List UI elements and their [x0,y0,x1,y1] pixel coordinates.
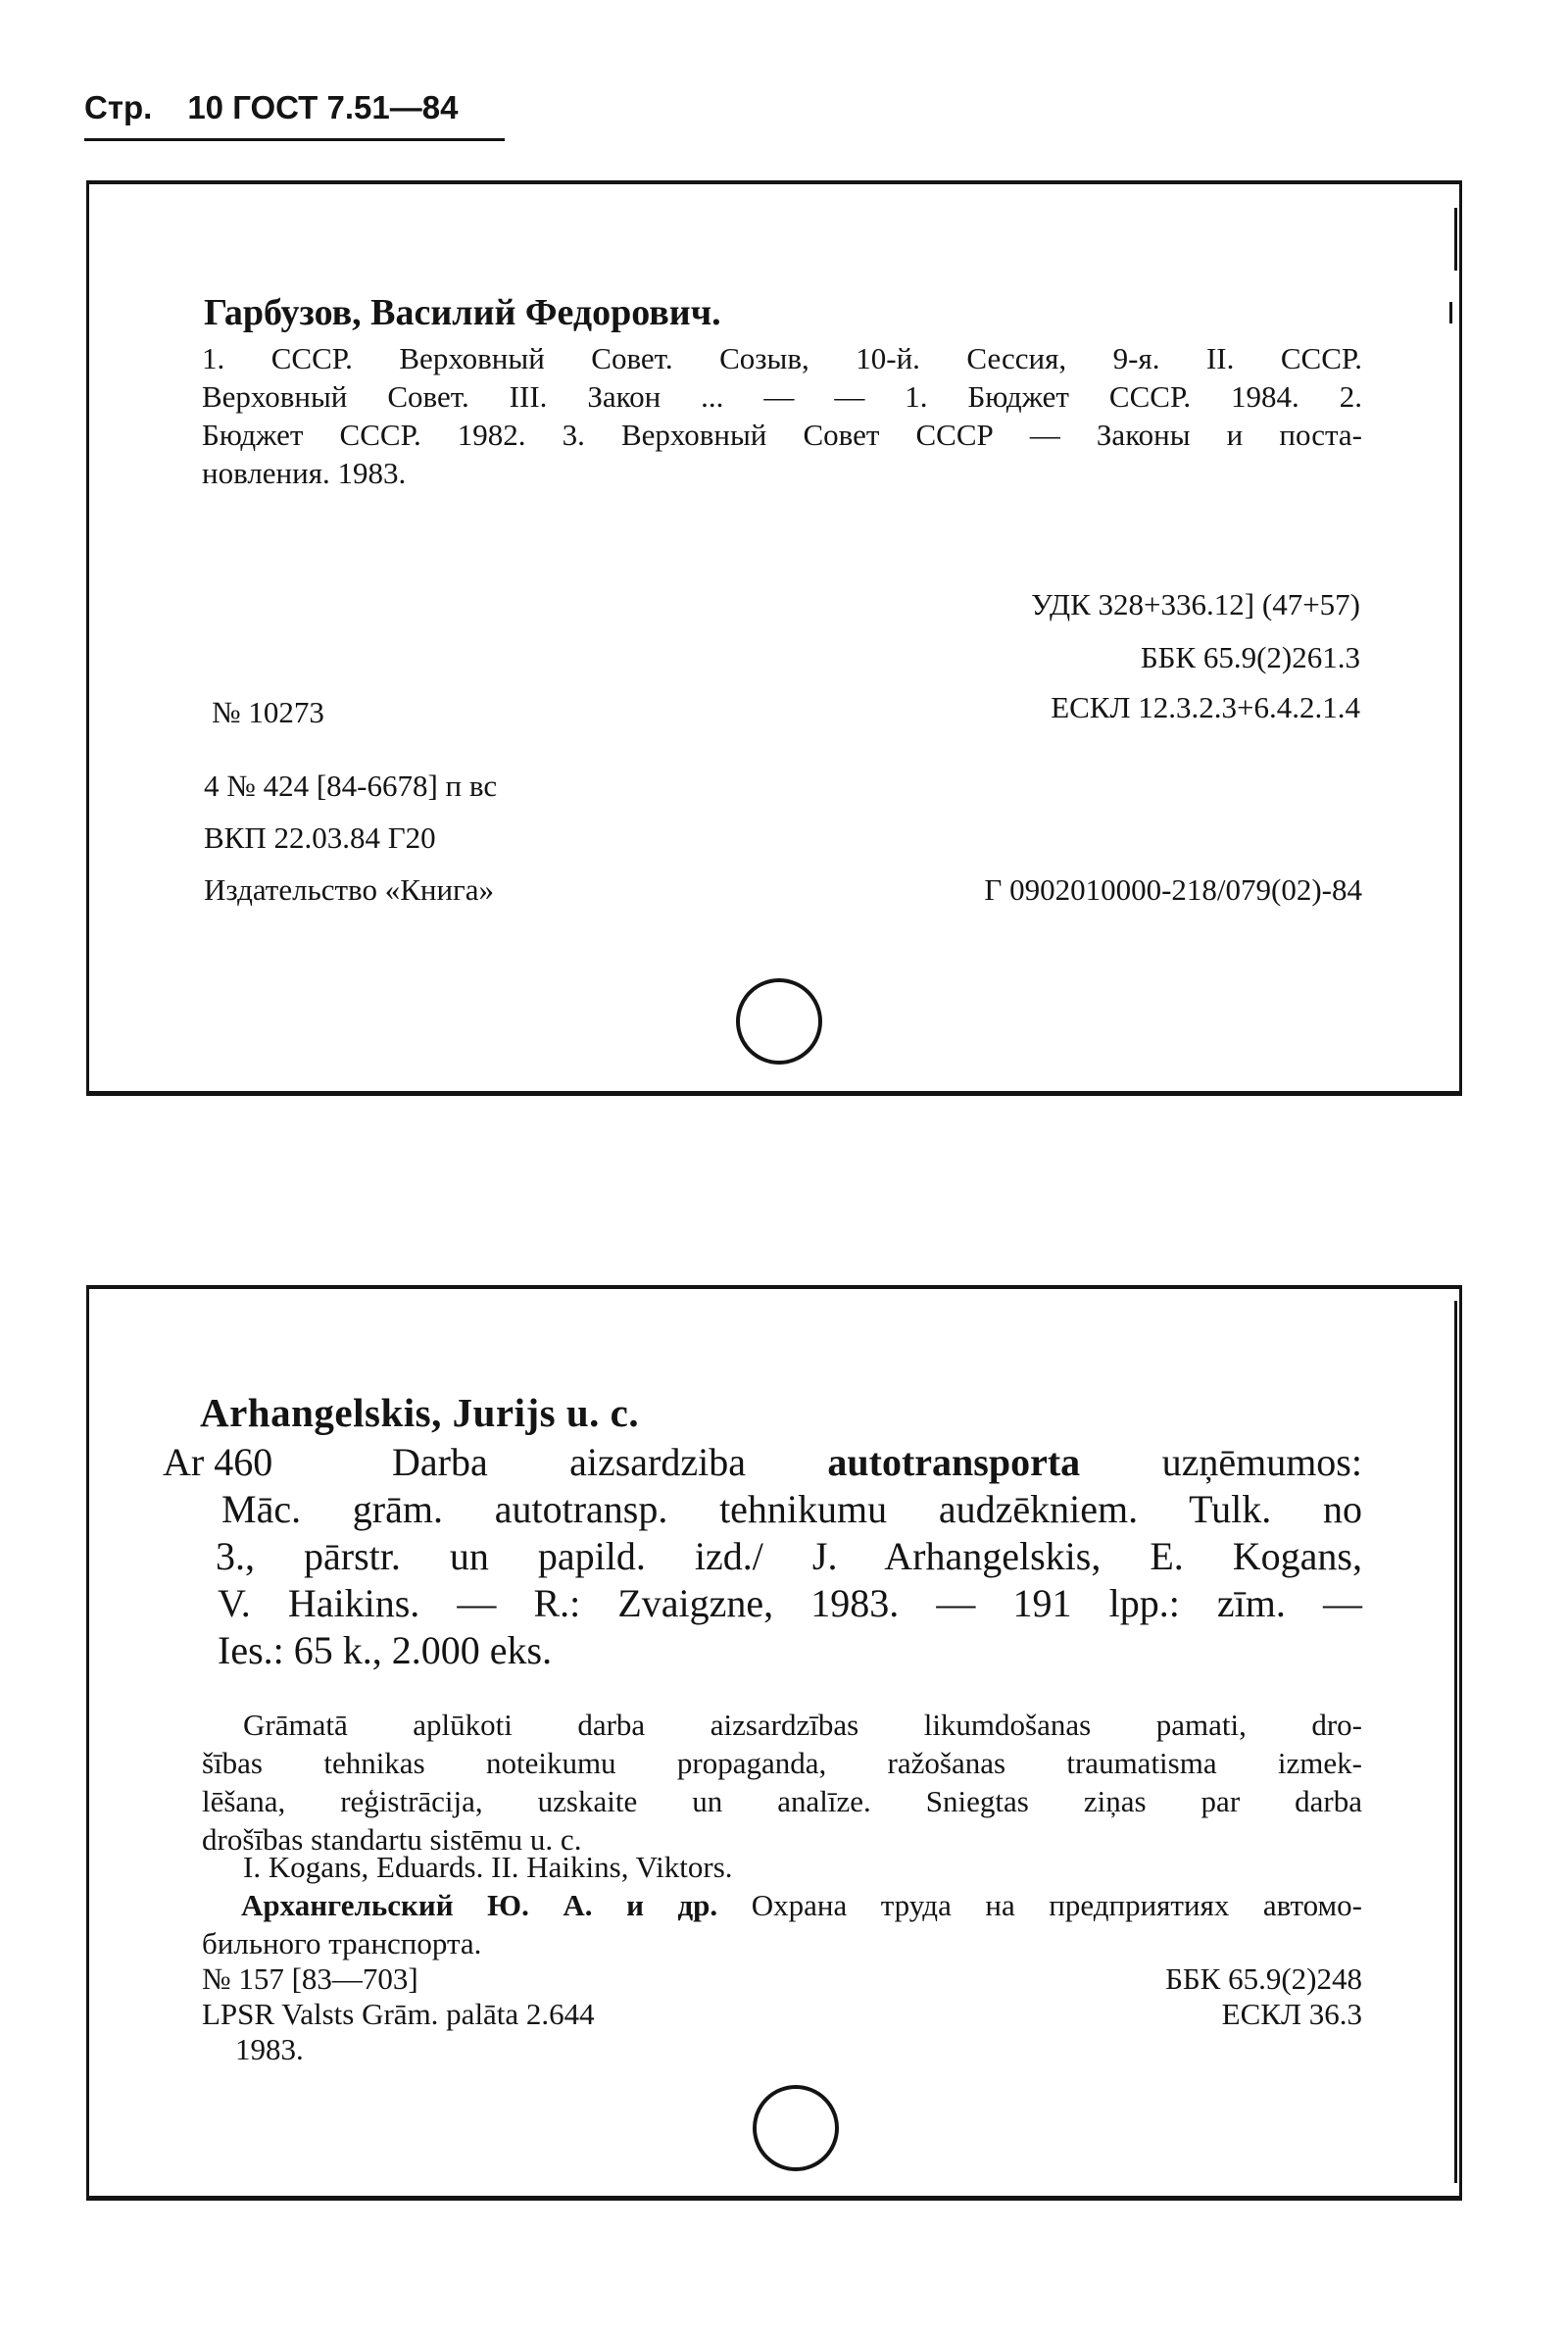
standard-code: ГОСТ 7.51—84 [232,89,459,125]
card1-bbk: ББК 65.9(2)261.3 [1140,640,1360,674]
card-hole [753,2085,839,2171]
card2-shelf-mark: Ar 460 [163,1440,273,1484]
card2-number: № 157 [83—703] [202,1961,418,1996]
card1-publisher: Издательство «Книга» [204,872,495,907]
card2-description-line: V. Haikins. — R.: Zvaigzne, 1983. — 191 lpp.: zīm. — [218,1581,1362,1625]
card1-number: № 10273 [212,695,324,729]
card1-eskl: ЕСКЛ 12.3.2.3+6.4.2.1.4 [1051,690,1360,724]
card-edge-mark [1454,208,1457,271]
card1-tracing-line: 1. СССР. Верховный Совет. Созыв, 10-й. Сессия, 9-я. II. СССР. [202,341,1362,375]
card1-index-code: Г 0902010000-218/079(02)-84 [984,872,1362,907]
card2-russian-line: бильного транспорта. [202,1926,482,1960]
card1-vkp: ВКП 22.03.84 Г20 [204,820,436,855]
card2-description-bold: autotransporta [827,1440,1081,1484]
card1-tracing-line: Бюджет СССР. 1982. 3. Верховный Совет СССР — Законы и поста- [202,418,1362,452]
card1-order: 4 № 424 [84-6678] п вс [204,769,498,803]
card2-year: 1983. [235,2032,304,2066]
card2-russian-heading: Архангельский Ю. А. и др. [241,1888,718,1922]
card2-russian-line [241,1886,1362,1924]
header-underline [84,138,505,141]
card2-chamber: LPSR Valsts Grām. palāta 2.644 [202,1997,595,2031]
page-label: Стр. [84,89,153,125]
card2-tracing: I. Kogans, Eduards. II. Haikins, Viktors. [243,1850,733,1884]
card-edge-mark [1449,302,1452,323]
card2-annotation-line: drošības standartu sistēmu u. c. [202,1822,582,1857]
card2-description-line: Māc. grām. autotransp. tehnikumu audzēkniem. Tulk. no [221,1487,1362,1531]
card-hole [736,978,822,1065]
card2-bbk: ББК 65.9(2)248 [1165,1961,1362,1996]
card2-description-text: Darba aizsardziba [392,1440,828,1484]
card1-tracing-line: Верховный Совет. III. Закон ... — — 1. Бюджет СССР. 1984. 2. [202,379,1362,414]
card1-heading: Гарбузов, Василий Федорович. [204,292,721,333]
card2-description-text: uzņēmumos: [1080,1440,1362,1484]
card1-udk: УДК 328+336.12] (47+57) [1031,587,1360,621]
card2-russian-title: Охрана труда на предприятиях автомо- [717,1888,1362,1922]
card2-annotation-line: šības tehnikas noteikumu propaganda, ražošanas traumatisma izmek- [202,1746,1362,1780]
card1-tracing-line: новления. 1983. [202,456,407,490]
page-header [84,84,458,143]
card-edge-mark [1454,1301,1457,2183]
card2-eskl: ЕСКЛ 36.3 [1221,1997,1362,2031]
page-number: 10 [187,89,224,125]
card2-description-line: Ies.: 65 k., 2.000 eks. [218,1628,553,1672]
card2-heading: Arhangelskis, Jurijs u. c. [200,1390,640,1435]
card2-annotation-line: lēšana, reģistrācija, uzskaite un analīze. Sniegtas ziņas par darba [202,1784,1362,1818]
card2-annotation-line: Grāmatā aplūkoti darba aizsardzības likumdošanas pamati, dro- [243,1708,1362,1742]
card2-description-line: 3., pārstr. un papild. izd./ J. Arhangelskis, E. Kogans, [216,1534,1362,1578]
card2-description-line [392,1439,1362,1486]
